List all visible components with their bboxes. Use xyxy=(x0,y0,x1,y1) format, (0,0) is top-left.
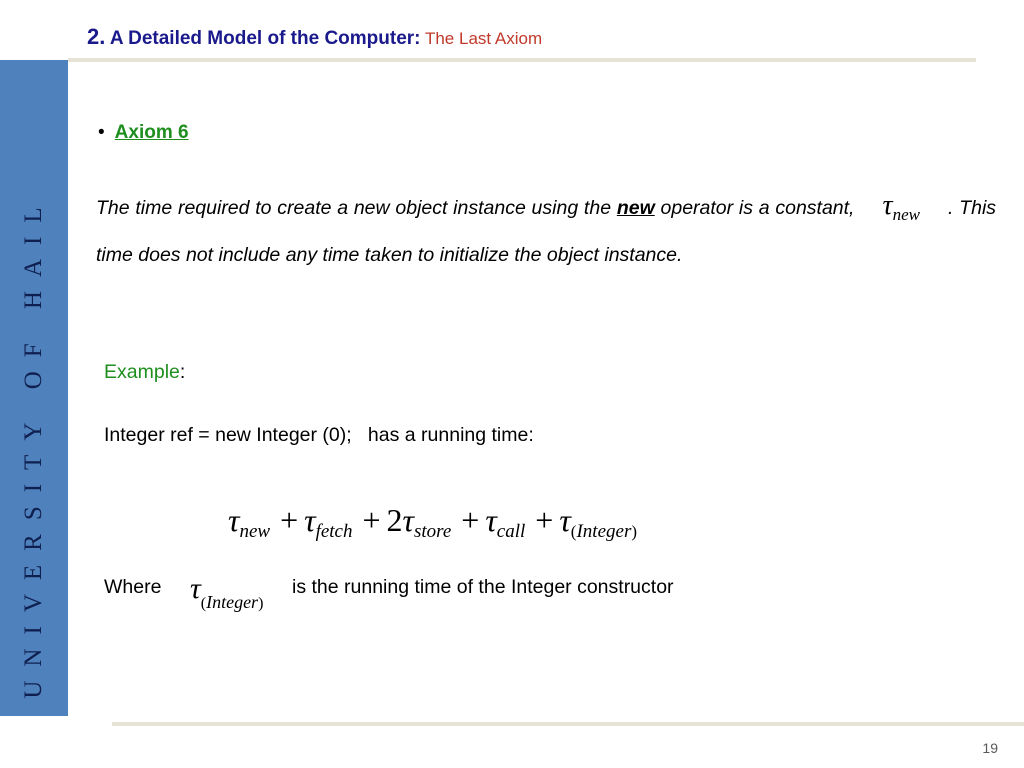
example-colon: : xyxy=(179,361,186,383)
example-heading xyxy=(104,361,185,384)
axiom-text-part-2: operator is a constant, xyxy=(654,197,861,219)
title-divider xyxy=(68,58,976,62)
formula-subscript-store: store xyxy=(414,521,452,542)
formula-plus: + xyxy=(280,502,299,538)
formula-tau: τ xyxy=(402,502,414,538)
axiom-description xyxy=(96,183,996,278)
where-explanation: is the running time of the Integer constructor xyxy=(292,576,674,598)
axiom-keyword: new xyxy=(616,197,655,219)
tau-subscript: new xyxy=(892,205,920,224)
where-open-paren: ( xyxy=(200,595,207,612)
formula-tau: τ xyxy=(559,502,571,538)
slide-title xyxy=(87,24,542,50)
formula-plus: + xyxy=(461,502,480,538)
where-subscript: Integer xyxy=(206,592,259,612)
axiom-text-part-3: . This time does not include any time taken to initialize the object instance. xyxy=(96,197,997,266)
axiom-bullet xyxy=(98,122,189,144)
formula-subscript-call: call xyxy=(496,521,526,542)
formula-subscript-integer: Integer xyxy=(576,521,632,542)
page-number: 19 xyxy=(982,740,998,756)
formula-tau: τ xyxy=(304,502,316,538)
formula-plus: + xyxy=(362,502,381,538)
slide-title-main: A Detailed Model of the Computer: xyxy=(109,28,421,49)
formula-close-paren: ) xyxy=(631,522,638,541)
axiom-text-part-1: The time required to create a new object instance using the xyxy=(96,197,617,219)
bullet-icon: • xyxy=(98,122,105,143)
formula-coefficient: 2 xyxy=(386,502,403,538)
where-tau-glyph: τ xyxy=(190,572,201,605)
where-label: Where xyxy=(104,576,162,598)
formula-subscript-fetch: fetch xyxy=(315,521,353,542)
formula-open-paren: ( xyxy=(570,522,577,541)
example-code-line: Integer ref = new Integer (0); has a running time: xyxy=(104,424,534,446)
slide-title-subtitle: The Last Axiom xyxy=(424,29,543,48)
formula-tau: τ xyxy=(228,502,240,538)
footer-divider xyxy=(112,722,1024,726)
axiom-heading: Axiom 6 xyxy=(114,122,189,143)
university-name: UNIVERSITY OF HAIL xyxy=(20,193,47,699)
formula-subscript-new: new xyxy=(239,521,271,542)
formula-plus: + xyxy=(535,502,554,538)
tau-integer-symbol xyxy=(190,572,264,612)
tau-glyph: τ xyxy=(882,190,893,221)
sidebar-band xyxy=(0,60,68,716)
slide-title-number: 2. xyxy=(87,24,106,49)
where-close-paren: ) xyxy=(258,595,264,612)
running-time-formula xyxy=(228,502,638,542)
formula-tau: τ xyxy=(485,502,497,538)
example-label: Example xyxy=(104,361,180,383)
tau-new-symbol xyxy=(860,183,942,232)
